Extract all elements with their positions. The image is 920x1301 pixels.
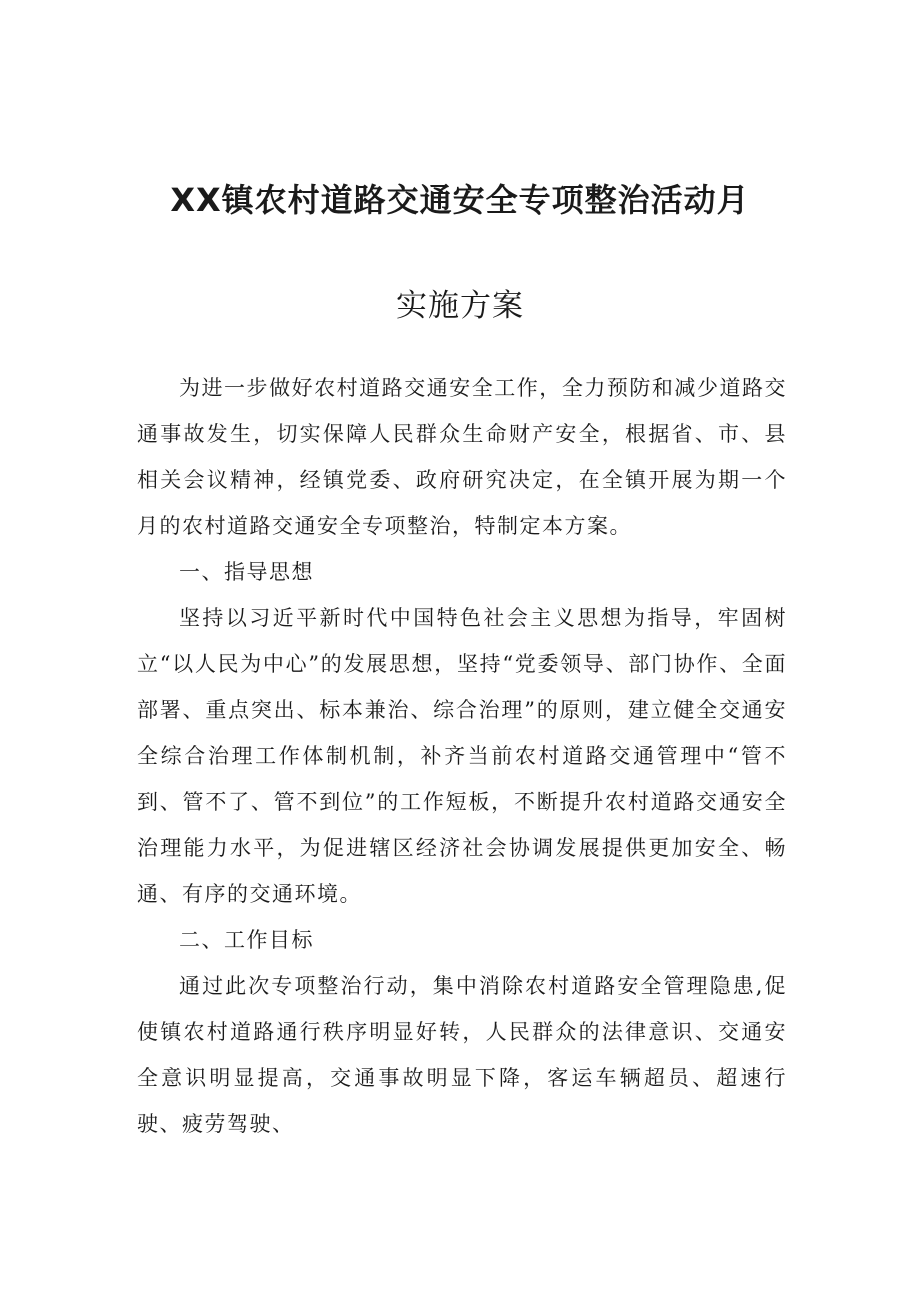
guiding-ideology-paragraph: 坚持以习近平新时代中国特色社会主义思想为指导，牢固树立“以人民为中心”的发展思想，坚持“党委领导、部门协作、全面部署、重点突出、标本兼治、综合治理”的原则，建立健全交通安全综合治理工作体制机制，补齐当前农村道路交通管理中“管不到、管不了、管不到位”的工作短板，不断提升农村道路交通安全治理能力水平，为促进辖区经济社会协调发展提供更加安全、畅通、有序的交通环境。 [137,606,787,906]
document-body [137,365,787,1147]
work-goals-paragraph: 通过此次专项整治行动，集中消除农村道路安全管理隐患,促使镇农村道路通行秩序明显好转，人民群众的法律意识、交通安全意识明显提高，交通事故明显下降，客运车辆超员、超速行驶、疲劳驾驶、 [137,974,787,1136]
section-heading-guiding-ideology: 一、指导思想 [179,560,314,584]
section-heading-work-goals: 二、工作目标 [179,928,314,952]
intro-paragraph: 为进一步做好农村道路交通安全工作，全力预防和减少道路交通事故发生，切实保障人民群众生命财产安全，根据省、市、县相关会议精神，经镇党委、政府研究决定，在全镇开展为期一个月的农村道路交通安全专项整治，特制定本方案。 [137,376,787,538]
document-title: XX镇农村道路交通安全专项整治活动月 [170,181,750,219]
document-subtitle: 实施方案 [396,288,524,324]
